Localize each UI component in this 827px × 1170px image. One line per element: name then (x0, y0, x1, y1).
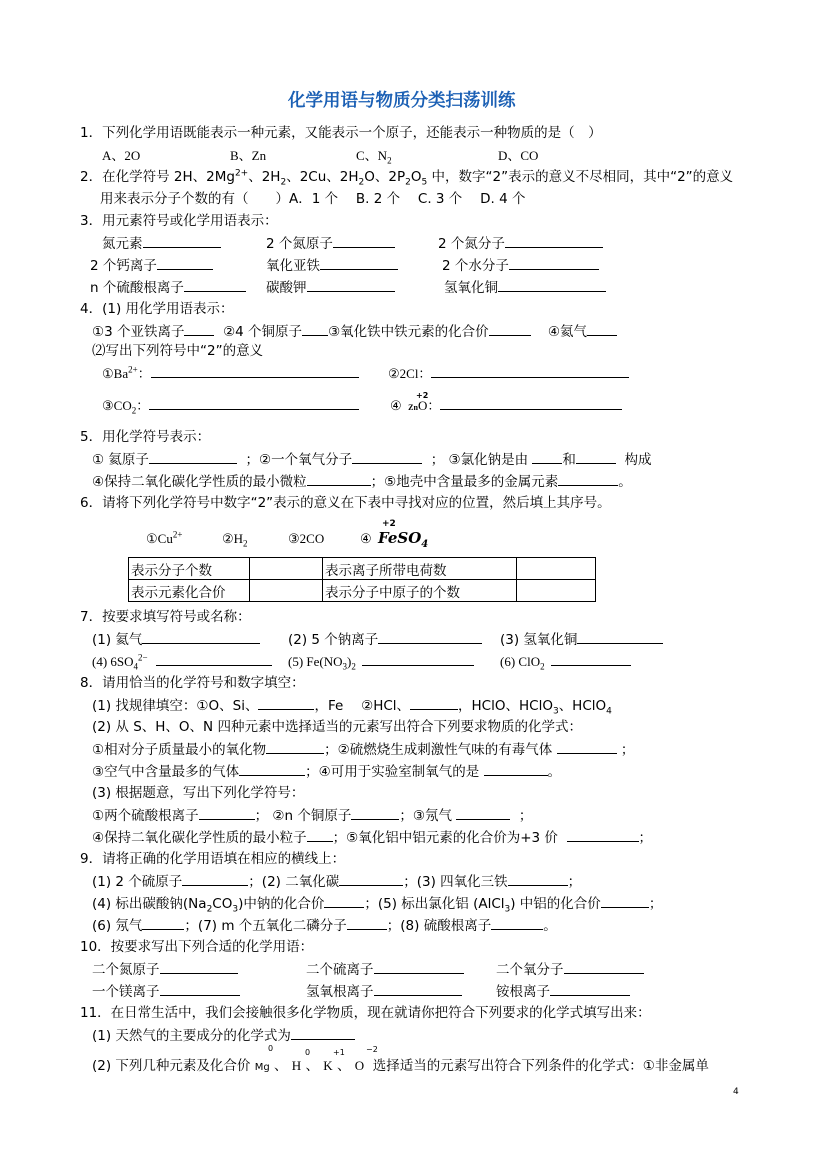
answer-blank[interactable] (374, 960, 464, 974)
answer-blank[interactable] (489, 322, 531, 336)
table-row (129, 558, 596, 580)
answer-blank[interactable] (160, 960, 238, 974)
answer-blank[interactable] (374, 982, 462, 996)
q1-stem: 1．下列化学用语既能表示一种元素，又能表示一个原子，还能表示一种物质的是（ ） (80, 125, 602, 141)
answer-blank[interactable] (324, 894, 364, 908)
valence-mark: +1 (333, 1048, 345, 1057)
answer-blank[interactable] (576, 450, 616, 464)
answer-cell[interactable] (517, 558, 596, 580)
q7-item: (1) 氦气 (92, 630, 260, 649)
answer-blank[interactable] (149, 450, 237, 464)
page-title: 化学用语与物质分类扫荡训练 (288, 91, 516, 111)
answer-blank[interactable] (362, 652, 474, 666)
q8-part-3-line-1: ①两个硫酸根离子 ； ②n 个铜原子 ；③氖气 ； (92, 808, 533, 824)
q3-item: 2 个水分子 (442, 256, 599, 275)
q8-part-2: (2) 从 S、H、O、N 四种元素中选择适当的元素写出符合下列要求物质的化学式： (92, 719, 582, 735)
answer-blank[interactable] (532, 450, 562, 464)
q7-item: (2) 5 个钠离子 (288, 630, 482, 649)
answer-blank[interactable] (320, 256, 398, 270)
q7-item: (6) ClO$_2$ (500, 652, 631, 671)
q1-option-c: C、$N_2$ (356, 148, 392, 166)
valence-mark: 0 (268, 1044, 274, 1053)
answer-blank[interactable] (266, 740, 324, 754)
answer-blank[interactable] (149, 396, 359, 410)
q8-part-2-line-1: ①相对分子质量最小的氧化物 ；②硫燃烧生成刺激性气味的有毒气体 ； (92, 742, 635, 758)
answer-blank[interactable] (239, 762, 305, 776)
q2-line-1: 2．在化学符号 2H、$2Mg^{2+}$、$2H_2$、2Cu、$2H_2O$、$2P_2O_5$ 中，数字“2”表示的意义不尽相同，其中“2”的意义 (80, 168, 734, 188)
answer-blank[interactable] (307, 472, 371, 486)
q10-item: 氢氧根离子 (306, 982, 462, 1001)
q3-item: n 个硫酸根离子 (90, 278, 246, 297)
answer-blank[interactable] (484, 762, 548, 776)
q10-stem: 10．按要求写出下列合适的化学用语： (80, 939, 314, 955)
q11-part-2: (2) 下列几种元素及化合价 Mg 、 H 、 K 、 O 选择适当的元素写出符合下列条件的化学式：①非金属单 (92, 1058, 709, 1074)
answer-blank[interactable] (258, 696, 314, 710)
q6-symbol-3: ③2CO (288, 531, 325, 546)
table-cell: 表示元素化合价 (129, 580, 250, 602)
q3-stem: 3．用元素符号或化学用语表示： (80, 213, 278, 229)
answer-blank[interactable] (410, 696, 458, 710)
answer-blank[interactable] (456, 806, 510, 820)
answer-blank[interactable] (151, 364, 359, 378)
answer-blank[interactable] (199, 806, 255, 820)
valence-mark: +2 (416, 391, 429, 400)
answer-blank[interactable] (505, 234, 603, 248)
q6-answer-table (128, 557, 596, 602)
q8-part-2-line-2: ③空气中含量最多的气体 ；④可用于实验室制氧气的是 。 (92, 764, 562, 780)
q6-symbol-1: $①Cu^{2+}$ (146, 529, 183, 546)
table-cell: 表示离子所带电荷数 (323, 558, 517, 580)
q5-line-1: ① 氦原子 ；②一个氧气分子 ； ③氯化钠是由 和 构成 (92, 452, 652, 468)
q10-item: 二个硫离子 (306, 960, 464, 979)
answer-blank[interactable] (184, 278, 246, 292)
valence-mark: −2 (366, 1045, 378, 1054)
q7-stem: 7．按要求填写符号或名称： (80, 609, 251, 625)
answer-cell[interactable] (250, 558, 323, 580)
answer-blank[interactable] (142, 916, 184, 930)
table-cell: 表示分子中原子的个数 (323, 580, 517, 602)
answer-blank[interactable] (440, 396, 622, 410)
q10-item: 一个镁离子 (92, 982, 240, 1001)
answer-blank[interactable] (347, 916, 387, 930)
valence-mark: +2 (382, 519, 396, 529)
fe-so4-formula: FeSO$_4$ (378, 529, 429, 550)
q3-item: 氢氧化铜 (444, 278, 606, 297)
answer-blank[interactable] (601, 894, 649, 908)
q8-part-1: (1) 找规律填空：①O、Si、 ，Fe ②HCl、 ，HClO、HClO$_3$、HClO$_4$ (92, 698, 612, 717)
q4-line-1: ①3 个亚铁离子 ②4 个铜原子 ③氧化铁中铁元素的化合价 ④氦气 (92, 322, 617, 341)
answer-blank[interactable] (157, 256, 213, 270)
answer-blank[interactable] (184, 322, 214, 336)
answer-blank[interactable] (567, 828, 639, 842)
answer-blank[interactable] (307, 278, 395, 292)
answer-blank[interactable] (431, 364, 629, 378)
q8-part-3: (3) 根据题意，写出下列化学符号： (92, 785, 305, 801)
q1-option-a: A、2O (102, 148, 141, 163)
answer-blank[interactable] (564, 960, 644, 974)
answer-blank[interactable] (509, 256, 599, 270)
q11-part-1: (1) 天然气的主要成分的化学式为 (92, 1026, 355, 1045)
answer-blank[interactable] (498, 278, 606, 292)
q3-item: 2 个氮原子 (266, 234, 395, 253)
q1-option-b: B、Zn (230, 148, 267, 163)
q3-item: 2 个氮分子 (438, 234, 603, 253)
q7-item: (3) 氢氧化铜 (500, 630, 663, 649)
answer-blank[interactable] (302, 322, 328, 336)
q3-item: 氧化亚铁 (266, 256, 398, 275)
q7-item: (4) $6SO_4^{2-}$ (92, 652, 272, 671)
q3-item: 氮元素 (102, 234, 221, 253)
answer-blank[interactable] (143, 234, 221, 248)
answer-blank[interactable] (558, 472, 618, 486)
answer-blank[interactable] (508, 872, 568, 886)
q7-item: (5) $Fe(NO_3)_2$ (288, 652, 474, 671)
answer-cell[interactable] (517, 580, 596, 602)
answer-blank[interactable] (557, 740, 617, 754)
answer-blank[interactable] (291, 1026, 355, 1040)
answer-blank[interactable] (182, 872, 248, 886)
answer-blank[interactable] (333, 234, 395, 248)
q4-stem: 4．(1) 用化学用语表示： (80, 301, 234, 317)
answer-blank[interactable] (352, 450, 422, 464)
q2-line-2: 用来表示分子个数的有（ ）A．1 个 B. 2 个 C. 3 个 D. 4 个 (100, 191, 526, 207)
q5-stem: 5．用化学符号表示： (80, 429, 211, 445)
answer-blank[interactable] (351, 806, 399, 820)
q9-line-2: (4) 标出碳酸钠$(Na_2CO_3)$中钠的化合价 ；(5) 标出氯化铝 (AlCl$_3$) 中铝的化合价 ； (92, 896, 663, 915)
q8-stem: 8．请用恰当的化学符号和数字填空： (80, 675, 305, 691)
answer-blank[interactable] (339, 872, 403, 886)
q4-item-2: ②2Cl： (388, 364, 629, 383)
answer-cell[interactable] (250, 580, 323, 602)
q10-item: 铵根离子 (496, 982, 630, 1001)
answer-blank[interactable] (142, 630, 260, 644)
q3-item: 2 个钙离子 (90, 256, 213, 275)
q6-symbol-4: ④ (360, 531, 372, 546)
q4-item-3: $③CO_2$： (102, 396, 359, 415)
q5-line-2: ④保持二氧化碳化学性质的最小微粒 ；⑤地壳中含量最多的金属元素 。 (92, 474, 632, 490)
page-number: 4 (733, 1087, 739, 1097)
answer-blank[interactable] (378, 630, 482, 644)
answer-blank[interactable] (550, 982, 630, 996)
q4-line-2: ⑵写出下列符号中“2”的意义 (92, 343, 264, 359)
q10-item: 二个氮原子 (92, 960, 238, 979)
q4-item-1: $①Ba^{2+}$： (102, 364, 359, 383)
q9-stem: 9．请将正确的化学用语填在相应的横线上： (80, 851, 346, 867)
answer-blank[interactable] (307, 828, 333, 842)
answer-blank[interactable] (160, 982, 240, 996)
table-row (129, 580, 596, 602)
q3-item: 碳酸钾 (266, 278, 395, 297)
q9-line-3: (6) 氖气 ；(7) m 个五氧化二磷分子 ；(8) 硫酸根离子 。 (92, 918, 557, 934)
q10-item: 二个氧分子 (496, 960, 644, 979)
q8-part-3-line-2: ④保持二氧化碳化学性质的最小粒子 ；⑤氧化铝中铝元素的化合价为+3 价 ； (92, 830, 652, 846)
q4-item-4: ④ ZnO： (390, 396, 622, 417)
answer-blank[interactable] (551, 652, 631, 666)
answer-blank[interactable] (491, 916, 543, 930)
q1-option-d: D、CO (498, 148, 539, 163)
answer-blank[interactable] (587, 322, 617, 336)
answer-blank[interactable] (156, 652, 272, 666)
table-cell: 表示分子个数 (129, 558, 250, 580)
q6-stem: 6．请将下列化学符号中数字“2”表示的意义在下表中寻找对应的位置，然后填上其序号。 (80, 495, 611, 511)
q9-line-1: (1) 2 个硫原子 ；(2) 二氧化碳 ；(3) 四氧化三铁 ； (92, 874, 582, 890)
valence-mark: 0 (305, 1048, 311, 1057)
q11-stem: 11．在日常生活中，我们会接触很多化学物质，现在就请你把符合下列要求的化学式填写出来： (80, 1005, 651, 1021)
answer-blank[interactable] (577, 630, 663, 644)
q6-symbol-2: $②H_2$ (222, 531, 248, 549)
